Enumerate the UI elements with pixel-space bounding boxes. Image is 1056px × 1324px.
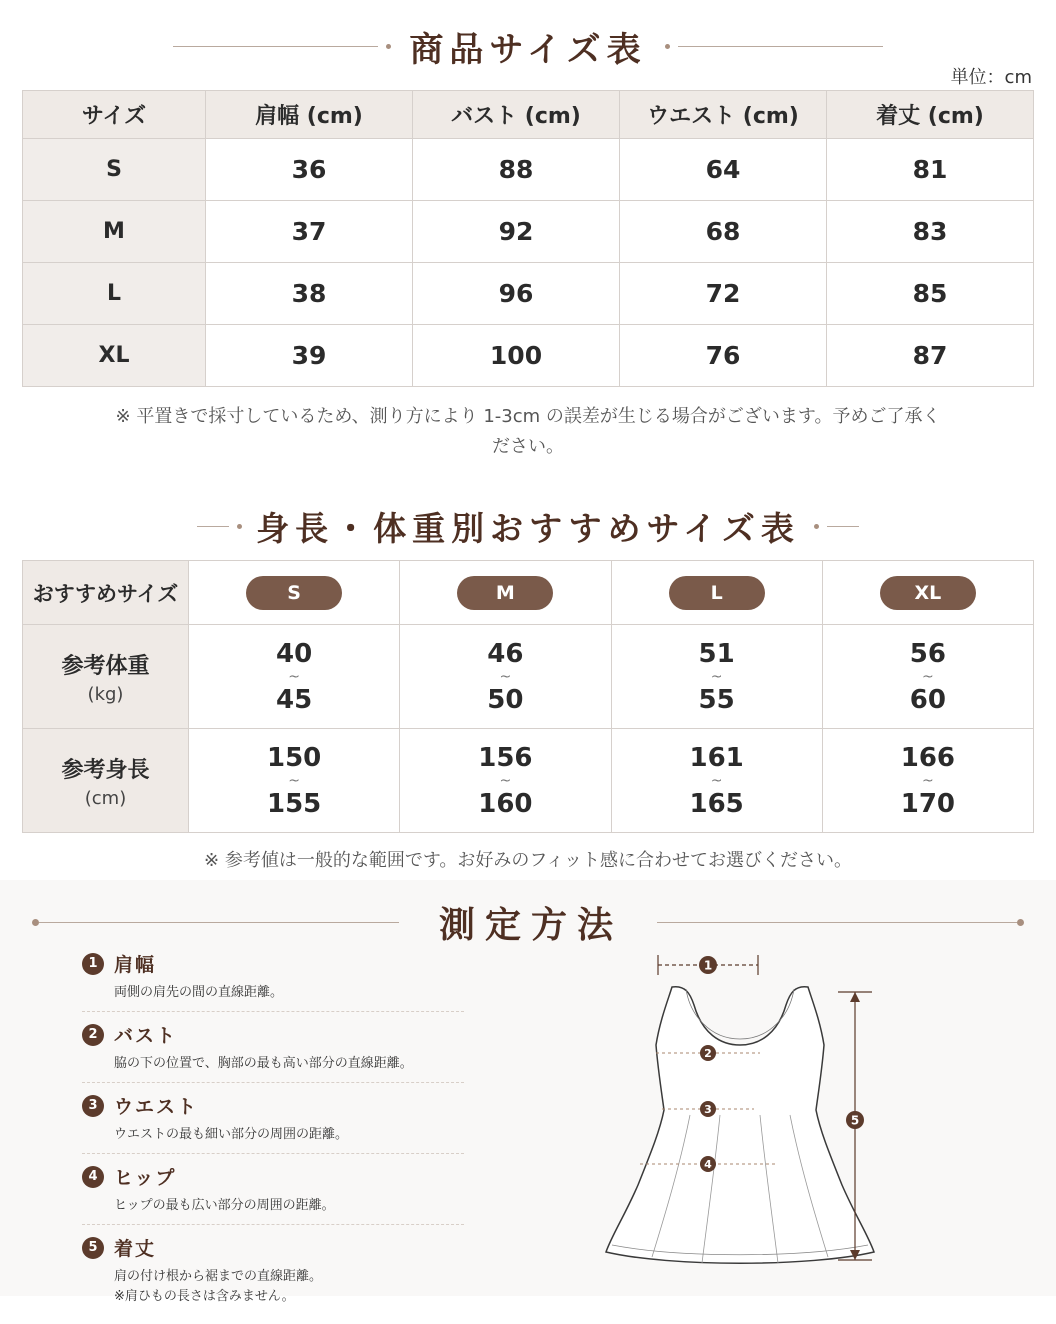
size-pill-cell [822,561,1033,625]
table-cell: 68 [620,201,827,263]
height-range-cell [611,729,822,833]
size-pill-cell [400,561,611,625]
recommend-size-label: おすすめサイズ [23,561,189,625]
measure-item-head [82,1163,464,1190]
measure-title-row [0,898,1056,946]
table-cell: 37 [206,201,413,263]
note-line: ※ 平置きで採寸しているため、測り方により 1-3cm の誤差が生じる場合がございます。予めご了承く [115,406,941,427]
table-header-cell: サイズ [23,91,206,139]
size-label-cell: L [23,263,206,325]
number-badge: 2 [82,1024,104,1046]
table-cell: 87 [827,325,1034,387]
range-min: 161 [689,742,744,773]
size-pill-xl: XL [880,576,976,610]
measure-name: バスト [114,1025,178,1047]
table-row [23,325,1034,387]
marker-5-label: 5 [850,1113,860,1128]
height-range-cell [400,729,611,833]
list-item [82,1021,464,1083]
table-cell: 88 [413,139,620,201]
table-cell: 38 [206,263,413,325]
measure-item-head [82,1234,464,1261]
measure-desc: 肩の付け根から裾までの直線距離。 [114,1269,323,1284]
title-dot-right [1017,919,1024,926]
recommend-size-table [22,560,1034,833]
table-row [23,561,1034,625]
size-label-cell: XL [23,325,206,387]
number-badge: 1 [82,953,104,975]
marker-4-label: 4 [704,1158,712,1171]
measure-list [82,950,464,1324]
table-cell: 39 [206,325,413,387]
table-row [23,729,1034,833]
number-badge: 3 [82,1095,104,1117]
recommend-note: ※ 参考値は一般的な範囲です。お好みのフィット感に合わせてお選びください。 [204,850,852,871]
measure-desc: ヒップの最も広い部分の周囲の距離。 [114,1198,335,1213]
table-row [23,625,1034,729]
table-cell: 72 [620,263,827,325]
table-cell: 100 [413,325,620,387]
recommend-title-row [0,502,1056,550]
range-min: 150 [266,742,322,773]
title-rule-right [657,922,1017,923]
marker-2-label: 2 [704,1047,712,1060]
size-pill-m: M [457,576,553,610]
note-line: ださい。 [492,436,564,457]
title-rule-left [173,46,378,47]
size-label-cell: M [23,201,206,263]
title-rule-right [827,526,859,527]
table-header-cell: バスト (cm) [413,91,620,139]
measure-name: ヒップ [114,1167,177,1189]
dress-outline [606,987,874,1264]
range-max: 155 [266,788,322,819]
size-pill-cell [189,561,400,625]
table-header-cell: 肩幅 (cm) [206,91,413,139]
measure-desc: ウエストの最も細い部分の周囲の距離。 [114,1127,349,1142]
title-dot-left [32,919,39,926]
table-row [23,263,1034,325]
range-max: 55 [698,684,735,715]
range-tilde: ~ [710,772,723,789]
marker-3-label: 3 [704,1103,712,1116]
table-cell: 64 [620,139,827,201]
measure-title: 測定方法 [438,903,623,946]
weight-range-cell [611,625,822,729]
list-item [82,1163,464,1225]
range-max: 45 [276,684,313,715]
height-label: 参考身長 [61,757,150,783]
weight-row-head [23,625,189,729]
measure-item-head [82,1021,464,1048]
recommend-chart-title: 身長・体重別おすすめサイズ表 [256,508,800,548]
number-badge: 5 [82,1237,104,1259]
table-header-cell: 着丈 (cm) [827,91,1034,139]
range-tilde: ~ [288,668,300,685]
range-min: 156 [478,742,533,773]
title-rule-left [197,526,229,527]
range-tilde: ~ [922,772,934,789]
measure-name: 着丈 [114,1238,157,1260]
list-item [82,1234,464,1315]
title-rule-left [39,922,399,923]
title-rule-right [678,46,883,47]
table-header-row [23,91,1034,139]
table-row [23,139,1034,201]
measure-name: 肩幅 [114,954,157,976]
unit-label: 単位：cm [950,67,1032,88]
size-pill-cell [611,561,822,625]
table-cell: 83 [827,201,1034,263]
size-chart-title: 商品サイズ表 [409,29,647,70]
number-badge: 4 [82,1166,104,1188]
height-range-cell [189,729,400,833]
marker-1-label: 1 [703,958,713,973]
title-dot-left [237,524,242,529]
measure-name: ウエスト [114,1096,199,1118]
range-tilde: ~ [499,772,512,789]
measure-desc: 両側の肩先の間の直線距離。 [114,985,284,1000]
table-row [23,201,1034,263]
size-pill-l: L [669,576,765,610]
measure-desc: 脇の下の位置で、胸部の最も高い部分の直線距離。 [114,1056,413,1071]
table-cell: 85 [827,263,1034,325]
range-max: 160 [478,788,533,819]
table-header-cell: ウエスト (cm) [620,91,827,139]
range-min: 46 [487,638,524,669]
title-dot-left [386,44,391,49]
range-tilde: ~ [710,668,723,685]
range-min: 51 [698,638,735,669]
measure-desc-note: ※肩ひもの長さは含みません。 [114,1289,295,1304]
table-cell: 36 [206,139,413,201]
height-row-head [23,729,189,833]
weight-unit: (kg) [87,683,124,705]
range-min: 56 [909,638,946,669]
size-chart-table [22,90,1034,387]
size-chart-title-row [0,22,1056,70]
range-min: 40 [276,638,313,669]
table-cell: 81 [827,139,1034,201]
dress-diagram [590,945,890,1280]
list-item [82,1092,464,1154]
table-cell: 76 [620,325,827,387]
range-max: 170 [900,788,956,819]
size-label-cell: S [23,139,206,201]
weight-label: 参考体重 [61,653,150,679]
height-range-cell [822,729,1033,833]
range-max: 50 [487,684,524,715]
arrow-up-icon [850,992,860,1002]
list-item [82,950,464,1012]
range-tilde: ~ [922,668,934,685]
range-tilde: ~ [499,668,512,685]
weight-range-cell [400,625,611,729]
measure-item-head [82,950,464,977]
height-unit: (cm) [84,787,127,809]
range-max: 165 [689,788,744,819]
table-cell: 96 [413,263,620,325]
title-dot-right [665,44,670,49]
title-dot-right [814,524,819,529]
range-tilde: ~ [288,772,300,789]
weight-range-cell [822,625,1033,729]
size-pill-s: S [246,576,342,610]
weight-range-cell [189,625,400,729]
range-max: 60 [909,684,946,715]
size-chart-note [40,402,1016,462]
measure-item-head [82,1092,464,1119]
table-cell: 92 [413,201,620,263]
range-min: 166 [900,742,956,773]
